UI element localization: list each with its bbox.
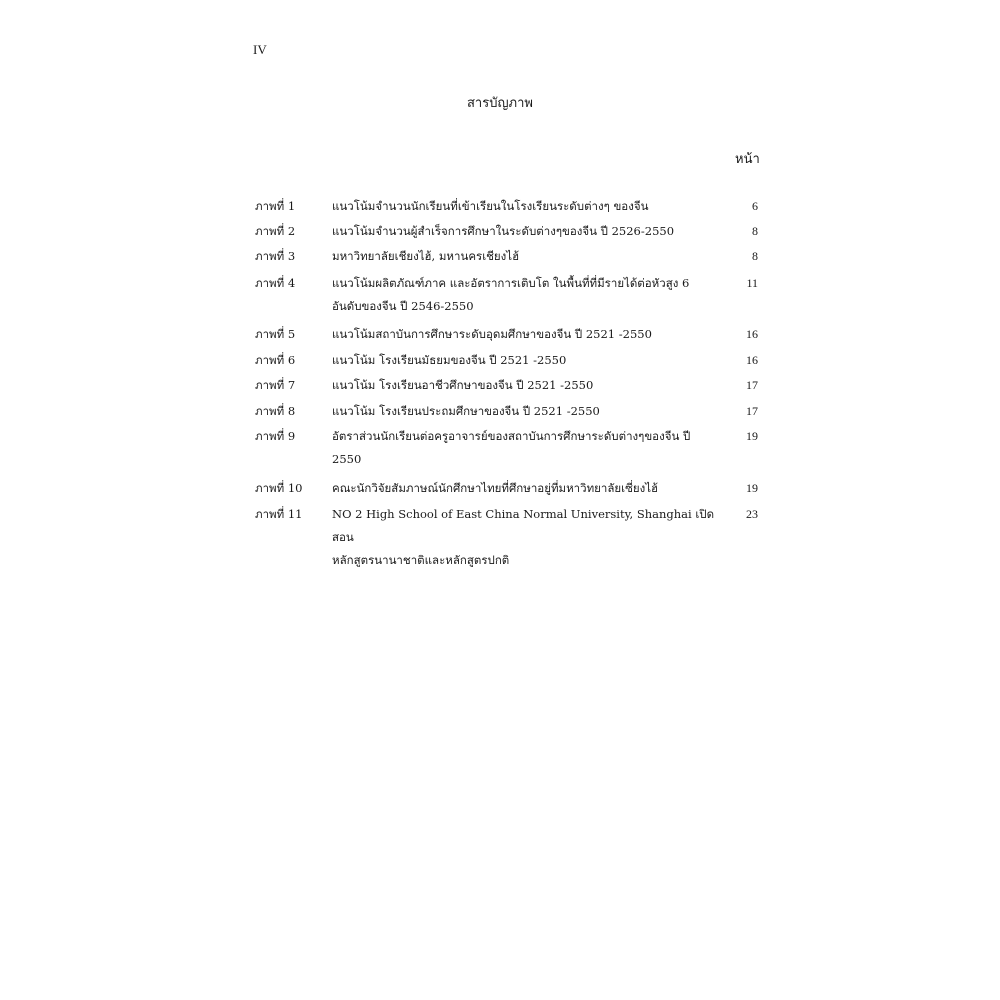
entry-page: 6 [752,199,758,213]
page-title: สารบัญภาพ [467,96,533,111]
entry-page: 11 [746,276,758,290]
entry-label: ภาพที่ 3 [255,249,296,263]
entry-text: แนวโน้ม โรงเรียนประถมศึกษาของจีน ปี 2521 -2550 [332,404,600,418]
entry-page: 8 [752,249,758,263]
entry-page: 19 [746,429,758,443]
entry-page: 17 [746,404,758,418]
entry-page: 8 [752,224,758,238]
entry-label: ภาพที่ 5 [255,327,296,341]
entry-text: แนวโน้มสถาบันการศึกษาระดับอุดมศึกษาของจีน ปี 2521 -2550 [332,327,652,341]
entry-label: ภาพที่ 10 [255,481,303,495]
entry-text: NO 2 High School of East China Normal University, Shanghai เปิดสอน หลักสูตรนานาชาติและหลักสูตรปกติ [332,507,715,567]
entry-page: 16 [746,327,758,341]
entry-label: ภาพที่ 2 [255,224,296,238]
entry-label: ภาพที่ 6 [255,353,296,367]
entry-text: แนวโน้ม โรงเรียนอาชีวศึกษาของจีน ปี 2521 -2550 [332,378,594,392]
entry-page: 17 [746,378,758,392]
entry-label: ภาพที่ 4 [255,276,296,290]
page-number: IV [253,42,267,57]
entry-page: 16 [746,353,758,367]
entry-text: แนวโน้มจำนวนผู้สำเร็จการศึกษาในระดับต่างๆของจีน ปี 2526-2550 [332,224,675,238]
entry-text: มหาวิทยาลัยเชียงไฮ้, มหานครเชียงไฮ้ [332,249,520,263]
entry-label: ภาพที่ 7 [255,378,296,392]
entry-text: อัตราส่วนนักเรียนต่อครูอาจารย์ของสถาบันการศึกษาระดับต่างๆของจีน ปี 2550 [332,429,691,466]
entry-page: 23 [746,507,758,521]
page-column-header: หน้า [735,152,760,167]
entry-label: ภาพที่ 11 [255,507,303,521]
entry-label: ภาพที่ 8 [255,404,296,418]
entry-text: แนวโน้มจำนวนนักเรียนที่เข้าเรียนในโรงเรียนระดับต่างๆ ของจีน [332,199,649,213]
entry-text: แนวโน้ม โรงเรียนมัธยมของจีน ปี 2521 -2550 [332,353,567,367]
entry-label: ภาพที่ 9 [255,429,296,443]
entry-label: ภาพที่ 1 [255,199,296,213]
entry-text: คณะนักวิจัยสัมภาษณ์นักศึกษาไทยที่ศึกษาอยู่ที่มหาวิทยาลัยเซี่ยงไฮ้ [332,481,659,495]
entry-page: 19 [746,481,758,495]
entry-text: แนวโน้มผลิตภัณฑ์ภาค และอัตราการเติบโต ในพื้นที่ที่มีรายได้ต่อหัวสูง 6 อันดับของจีน ปี 2546-2550 [332,276,690,313]
